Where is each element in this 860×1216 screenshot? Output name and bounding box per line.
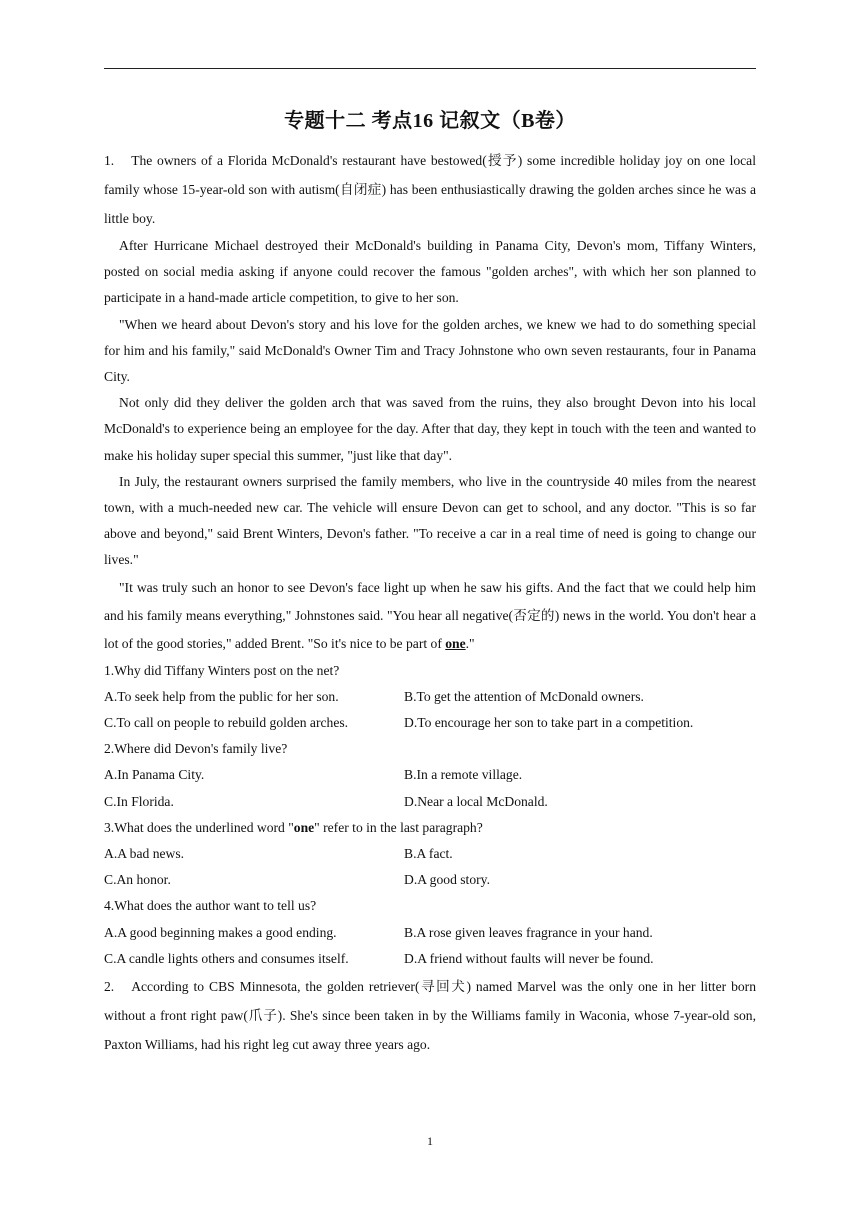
option-d: D.Near a local McDonald. xyxy=(404,793,548,809)
passage-1-paragraph: "When we heard about Devon's story and his love for the golden arches, we knew we had to do something special for him and his family," said McDonald's Owner Tim and Tracy Johnstone who own seven restaurants, four in Panama City. xyxy=(104,316,756,385)
option-a: A.A good beginning makes a good ending. xyxy=(104,924,337,940)
question-3-options-row xyxy=(104,841,756,867)
document-body xyxy=(104,146,756,1059)
question-4-options-row xyxy=(104,946,756,972)
option-d: D.A friend without faults will never be found. xyxy=(404,950,654,966)
option-a: A.A bad news. xyxy=(104,846,185,862)
option-c: C.An honor. xyxy=(104,872,171,888)
option-d: D.A good story. xyxy=(404,872,490,888)
option-b: B.To get the attention of McDonald owners. xyxy=(404,688,644,704)
passage-1-paragraph: In July, the restaurant owners surprised the family members, who live in the countryside 40 miles from the nearest town, with a much-needed new car. The vehicle will ensure Devon can get to school, and any doctor. "This is so far above and beyond," said Brent Winters, Devon's father. "To receive a car in a real time of need is going to change our lives." xyxy=(104,473,756,568)
option-c: C.A candle lights others and consumes itself. xyxy=(104,950,349,966)
option-c: C.To call on people to rebuild golden arches. xyxy=(104,715,349,731)
option-c: C.In Florida. xyxy=(104,793,174,809)
option-a: A.In Panama City. xyxy=(104,767,205,783)
question-3-options-row xyxy=(104,867,756,893)
question-4: 4.What does the author want to tell us? xyxy=(104,898,317,914)
passage-1-intro: 1. The owners of a Florida McDonald's restaurant have bestowed(授予) some incredible holiday joy on one local family whose 15-year-old son with autism(自闭症) has been enthusiastically drawing the golden arches since he was a little boy. xyxy=(104,153,756,226)
option-b: B.A fact. xyxy=(404,846,453,862)
page-number: 1 xyxy=(427,1134,433,1148)
option-b: B.A rose given leaves fragrance in your hand. xyxy=(404,924,653,940)
passage-2-number: 2. xyxy=(104,979,115,995)
passage-1-number: 1. xyxy=(104,153,115,168)
question-2-options-row xyxy=(104,762,756,788)
question-1: 1.Why did Tiffany Winters post on the net? xyxy=(104,662,340,678)
passage-1-paragraph: Not only did they deliver the golden arch that was saved from the ruins, they also brought Devon into his local McDonald's to experience being an employee for the day. After that day, they kept in touch with the teen and wanted to make his holiday super special this summer, "just like that day". xyxy=(104,395,756,463)
question-4-options-row xyxy=(104,920,756,946)
page-title: 专题十二 考点16 记叙文（B卷） xyxy=(284,110,576,132)
question-3: 3.What does the underlined word "one" refer to in the last paragraph? xyxy=(104,819,483,835)
passage-1-last-paragraph: "It was truly such an honor to see Devon's face light up when he saw his gifts. And the fact that we could help him and his family means everything," Johnstones said. "You hear all negative(否定的) news in the world. You don't hear a lot of the good stories," added Brent. "So it's nice to be part of one." xyxy=(104,579,756,651)
option-a: A.To seek help from the public for her son. xyxy=(104,688,339,704)
passage-2-intro: 2. According to CBS Minnesota, the golden retriever(寻回犬) named Marvel was the only one in her litter born without a front right paw(爪子). She's since been taken in by the Williams family in Waconia, whose 7-year-old son, Paxton Williams, had his right leg cut away three years ago. xyxy=(104,979,756,1053)
passage-1-paragraph: After Hurricane Michael destroyed their McDonald's building in Panama City, Devon's mom, Tiffany Winters, posted on social media asking if anyone could recover the famous "golden arches", with which her son planned to participate in a hand-made article competition, to give to her son. xyxy=(104,238,756,306)
underlined-word: one xyxy=(445,635,466,651)
header-rule xyxy=(104,68,756,69)
question-2: 2.Where did Devon's family live? xyxy=(104,741,288,757)
option-d: D.To encourage her son to take part in a competition. xyxy=(404,715,694,731)
question-1-options-row xyxy=(104,684,756,710)
question-2-options-row xyxy=(104,789,756,815)
question-1-options-row xyxy=(104,710,756,736)
option-b: B.In a remote village. xyxy=(404,767,523,783)
